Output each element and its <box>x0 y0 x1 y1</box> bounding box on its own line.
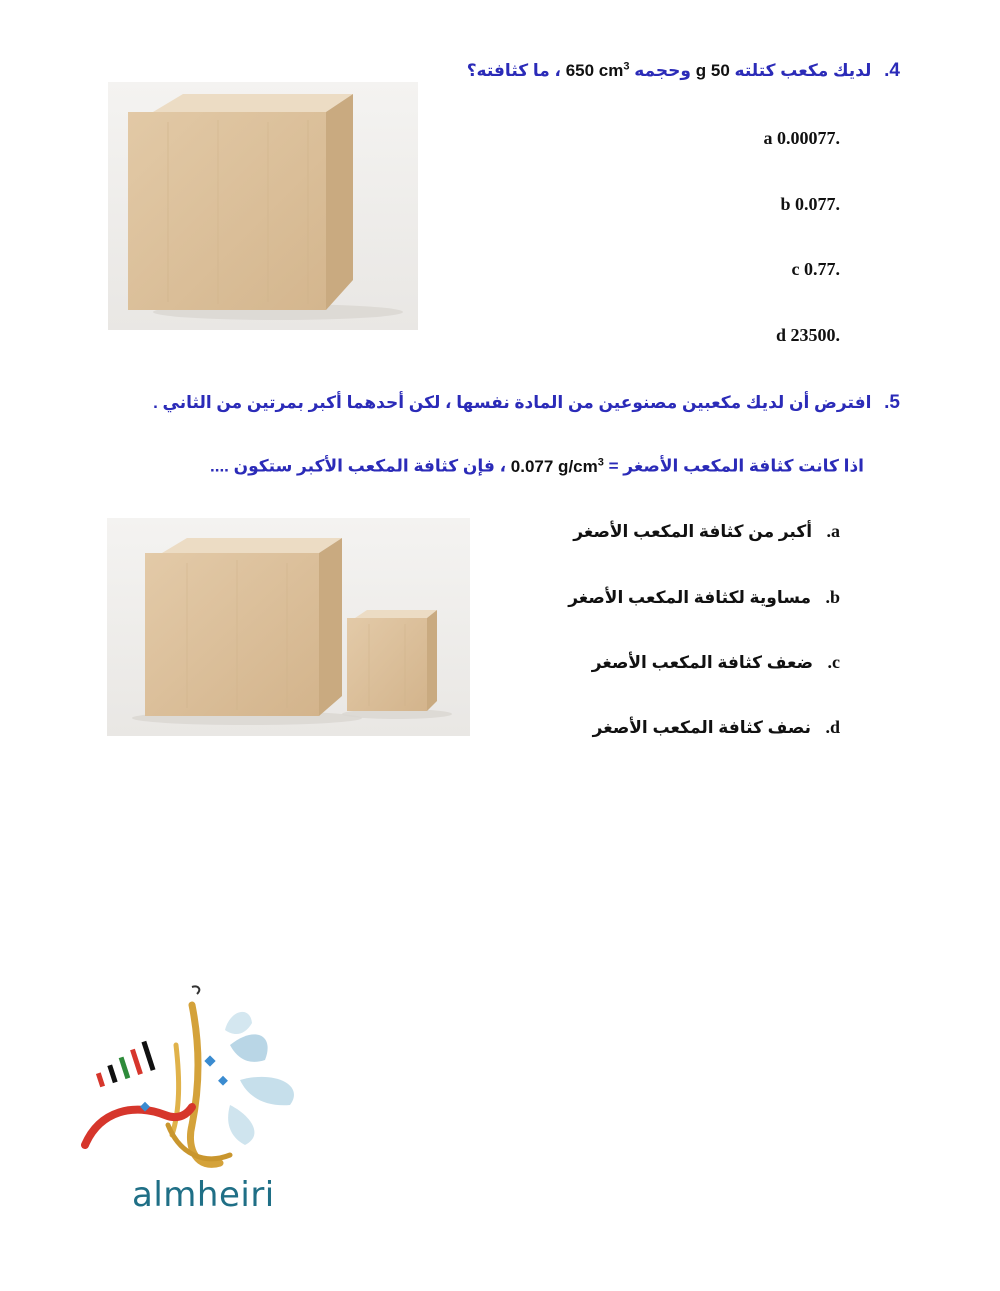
small-cube <box>347 618 427 711</box>
logo-emblem-icon <box>80 985 320 1175</box>
question-4-text-start: لديك مكعب كتلته <box>734 61 872 80</box>
question-4-volume-exponent: 3 <box>623 60 630 73</box>
q5-option-c[interactable] <box>592 652 840 673</box>
question-4-number: 4. <box>884 60 900 81</box>
q4-option-d-letter: .d <box>776 325 840 345</box>
large-cube <box>145 553 319 716</box>
question-5-line2-end: ، فإن كثافة المكعب الأكبر ستكون .... <box>210 456 507 476</box>
q5-option-d-text: نصف كثافة المكعب الأصغر <box>592 718 812 737</box>
q5-option-c-text: ضعف كثافة المكعب الأصغر <box>591 653 814 672</box>
question-4-text-end: ، ما كثافته؟ <box>466 61 561 80</box>
question-4-title <box>467 60 900 82</box>
wooden-cube-photo <box>108 82 418 330</box>
q4-option-c[interactable] <box>782 259 840 280</box>
question-5-number: 5. <box>884 392 900 413</box>
question-4-mass-unit: g <box>695 61 707 80</box>
two-cubes-photo <box>107 518 470 736</box>
q4-option-b[interactable] <box>771 194 840 215</box>
question-5-line2-start: اذا كانت كثافة المكعب الأصغر = <box>608 456 864 476</box>
q5-option-b-letter: b. <box>825 587 840 607</box>
q5-option-b-text: مساوية لكثافة المكعب الأصغر <box>568 588 812 607</box>
q5-option-d[interactable] <box>593 717 840 738</box>
question-4-mass-value: 50 <box>710 61 730 80</box>
q5-option-b[interactable] <box>568 587 840 608</box>
q5-option-a-letter: a. <box>826 521 840 541</box>
wooden-cube-illustration <box>108 82 418 330</box>
question-4-volume-value: 650 cm <box>565 61 624 80</box>
q4-option-c-letter: .c <box>791 259 840 279</box>
question-5-line1: افترض أن لديك مكعبين مصنوعين من المادة نفسها ، لكن أحدهما أكبر بمرتين من الثاني . <box>153 393 872 412</box>
q4-option-a[interactable] <box>754 128 840 149</box>
q5-option-a[interactable] <box>573 521 840 542</box>
two-cubes-illustration <box>107 518 470 736</box>
q4-option-c-value: 0.77 <box>804 259 836 279</box>
q5-option-d-letter: d. <box>825 717 840 737</box>
q5-option-a-text: أكبر من كثافة المكعب الأصغر <box>573 522 813 541</box>
question-5-subline <box>210 456 864 477</box>
q5-option-c-letter: c. <box>827 652 840 672</box>
q4-option-d-value: 23500 <box>790 325 836 345</box>
question-5-density-value: 0.077 g/cm <box>510 456 598 476</box>
question-5-title <box>153 392 900 414</box>
cube-front-face <box>128 112 326 310</box>
q4-option-a-letter: .a <box>763 128 840 148</box>
q4-option-b-value: 0.077 <box>795 194 836 214</box>
q4-option-d[interactable] <box>766 325 840 346</box>
logo-brand-text: almheiri <box>132 1175 275 1215</box>
question-5-density-exponent: 3 <box>597 456 604 468</box>
question-4-text-volume: وحجمه <box>634 61 691 80</box>
q4-option-a-value: 0.00077 <box>777 128 836 148</box>
q4-option-b-letter: .b <box>780 194 840 214</box>
